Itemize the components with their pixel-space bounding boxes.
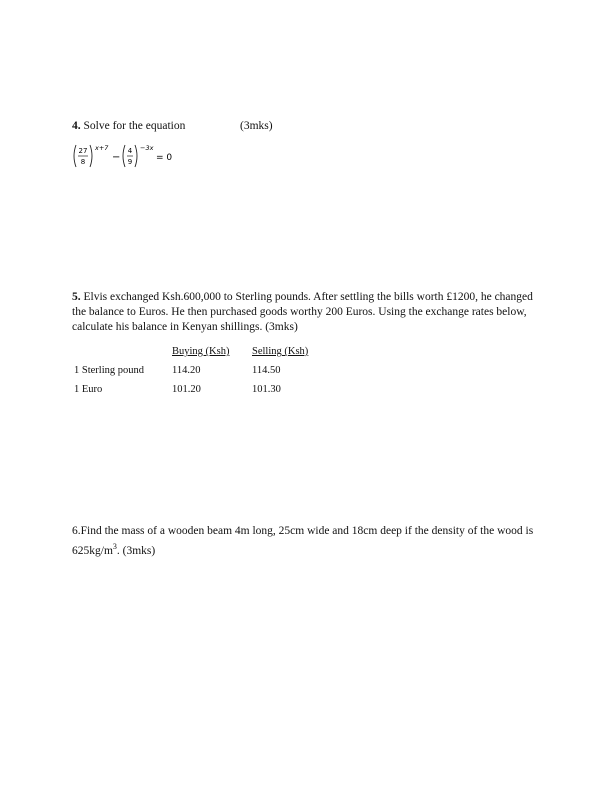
exponent-1: x+7 xyxy=(95,144,109,152)
question-5-number: 5. xyxy=(72,291,81,303)
table-header-selling: Selling (Ksh) xyxy=(252,346,309,357)
table-header-row xyxy=(70,346,326,365)
exchange-rate-table xyxy=(70,346,326,403)
currency-cell: 1 Euro xyxy=(74,384,103,395)
exponent-2: −3x xyxy=(140,144,154,152)
left-paren xyxy=(74,145,76,167)
question-4 xyxy=(72,119,542,134)
right-paren xyxy=(135,145,137,167)
question-5-text: Elvis exchanged Ksh.600,000 to Sterling pounds. After settling the bills worth £1200, he changed the balance to Euros. He then purchased goods worthy 200 Euros. Using the exchange rates below, calculate his balance in Kenyan shillings. (3mks) xyxy=(72,291,533,333)
question-5 xyxy=(72,290,542,335)
frac1-numerator: 27 xyxy=(78,147,88,155)
frac2-denominator: 9 xyxy=(127,158,133,166)
right-paren xyxy=(90,145,92,167)
question-6-superscript: 3 xyxy=(112,542,117,551)
frac2-numerator: 4 xyxy=(127,147,133,155)
selling-rate-cell: 101.30 xyxy=(252,384,281,395)
table-row xyxy=(70,365,326,384)
table-header-buying: Buying (Ksh) xyxy=(172,346,230,357)
currency-cell: 1 Sterling pound xyxy=(74,365,144,376)
question-6 xyxy=(72,524,542,559)
equation-rhs: = 0 xyxy=(156,153,173,163)
minus-sign: − xyxy=(112,152,121,163)
buying-rate-cell: 101.20 xyxy=(172,384,201,395)
question-4-equation xyxy=(72,142,202,170)
table-row xyxy=(70,384,326,403)
table-header-cell xyxy=(70,346,168,365)
question-4-text: Solve for the equation xyxy=(83,120,186,132)
frac1-denominator: 8 xyxy=(80,158,86,166)
question-6-marks: . (3mks) xyxy=(116,544,156,557)
buying-rate-cell: 114.20 xyxy=(172,365,201,376)
question-6-text: 6.Find the mass of a wooden beam 4m long, 25cm wide and 18cm deep if the density of the wood is 625kg/m xyxy=(72,525,534,557)
question-4-number: 4. xyxy=(72,120,81,132)
left-paren xyxy=(123,145,125,167)
selling-rate-cell: 114.50 xyxy=(252,365,281,376)
question-4-marks: (3mks) xyxy=(240,120,273,132)
